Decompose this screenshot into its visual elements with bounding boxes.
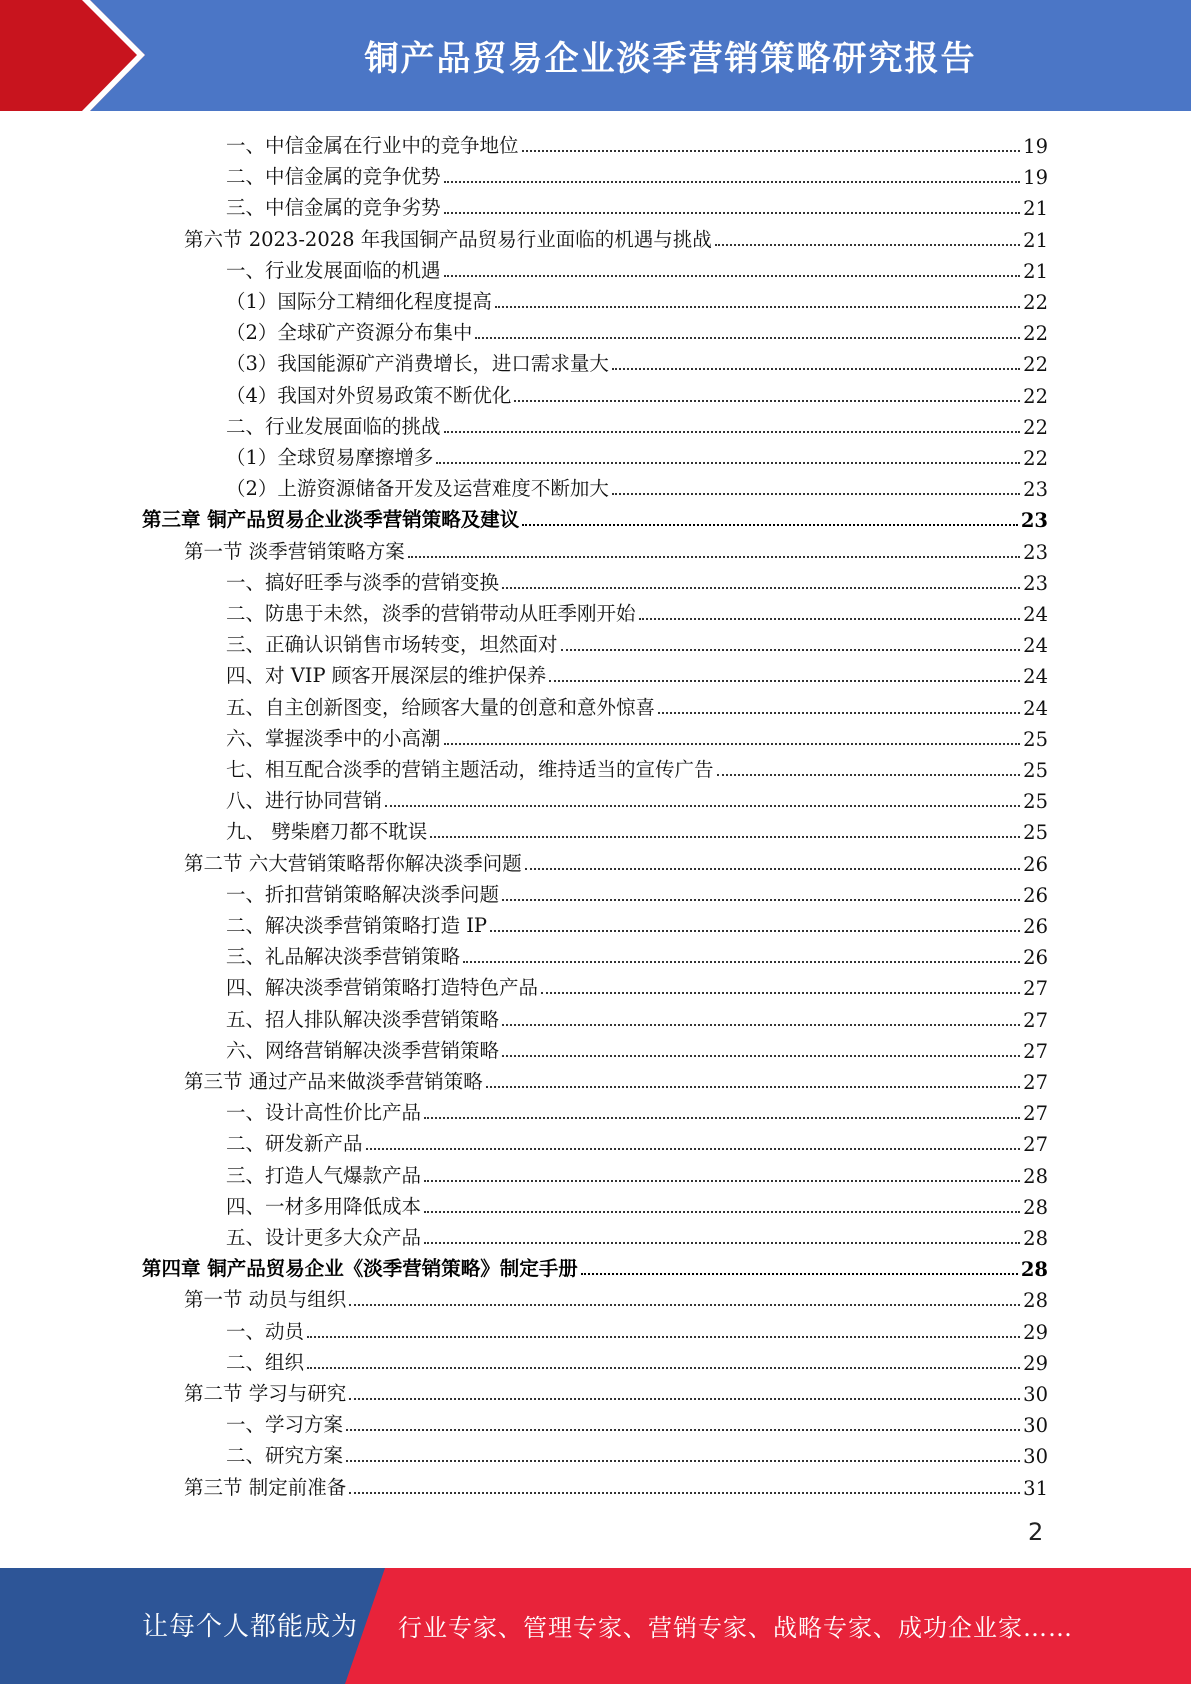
toc-page-number: 28 bbox=[1023, 1289, 1048, 1313]
toc-entry-title: 三、礼品解决淡季营销策略 bbox=[226, 945, 461, 969]
toc-entry-title: 第二节 六大营销策略帮你解决淡季问题 bbox=[184, 851, 522, 875]
toc-subsection-entry[interactable] bbox=[226, 314, 1048, 345]
header-arrow-decoration bbox=[0, 0, 160, 111]
toc-section-entry[interactable] bbox=[184, 1063, 1048, 1094]
toc-entry-title: 一、动员 bbox=[226, 1319, 305, 1343]
toc-subsection-entry[interactable] bbox=[226, 564, 1048, 595]
toc-entry-title: （3）我国能源矿产消费增长，进口需求量大 bbox=[226, 352, 609, 376]
toc-page-number: 22 bbox=[1023, 322, 1048, 346]
toc-entry-title: 第六节 2023-2028 年我国铜产品贸易行业面临的机遇与挑战 bbox=[184, 227, 712, 251]
toc-dot-leader bbox=[514, 400, 1020, 402]
toc-entry-title: 三、正确认识销售市场转变，坦然面对 bbox=[226, 633, 558, 657]
toc-subsection-entry[interactable] bbox=[226, 1406, 1048, 1437]
toc-dot-leader bbox=[430, 836, 1020, 838]
toc-dot-leader bbox=[502, 1055, 1020, 1057]
footer-slogan-right: 行业专家、管理专家、营销专家、战略专家、成功企业家…… bbox=[398, 1614, 1073, 1642]
toc-page-number: 23 bbox=[1023, 478, 1048, 502]
toc-subsection-entry[interactable] bbox=[226, 189, 1048, 220]
toc-entry-title: 三、打造人气爆款产品 bbox=[226, 1163, 422, 1187]
toc-page-number: 25 bbox=[1023, 821, 1048, 845]
toc-dot-leader bbox=[424, 1211, 1020, 1213]
toc-dot-leader bbox=[717, 774, 1021, 776]
toc-dot-leader bbox=[346, 1460, 1020, 1462]
toc-subsection-entry[interactable] bbox=[226, 1157, 1048, 1188]
toc-dot-leader bbox=[346, 1429, 1020, 1431]
toc-page-number: 29 bbox=[1023, 1351, 1048, 1375]
toc-page-number: 21 bbox=[1023, 197, 1048, 221]
toc-entry-title: 二、研究方案 bbox=[226, 1444, 344, 1468]
toc-page-number: 28 bbox=[1023, 1164, 1048, 1188]
toc-section-entry[interactable] bbox=[184, 845, 1048, 876]
toc-entry-title: 七、相互配合淡季的营销主题活动，维持适当的宣传广告 bbox=[226, 758, 714, 781]
toc-page-number: 28 bbox=[1020, 1258, 1048, 1282]
toc-dot-leader bbox=[715, 244, 1020, 246]
toc-entry-title: 五、自主创新图变，给顾客大量的创意和意外惊喜 bbox=[226, 695, 656, 719]
toc-page-number: 29 bbox=[1023, 1320, 1048, 1344]
toc-subsection-entry[interactable] bbox=[226, 1001, 1048, 1032]
toc-dot-leader bbox=[541, 992, 1020, 994]
toc-entry-title: （4）我国对外贸易政策不断优化 bbox=[226, 383, 512, 407]
toc-page-number: 31 bbox=[1023, 1476, 1048, 1500]
toc-subsection-entry[interactable] bbox=[226, 626, 1048, 657]
toc-entry-title: 二、行业发展面临的挑战 bbox=[226, 414, 441, 438]
toc-dot-leader bbox=[307, 1336, 1020, 1338]
toc-page-number: 30 bbox=[1023, 1445, 1048, 1469]
toc-subsection-entry[interactable] bbox=[226, 127, 1048, 158]
toc-dot-leader bbox=[490, 930, 1020, 932]
toc-section-entry[interactable] bbox=[184, 1469, 1048, 1500]
toc-dot-leader bbox=[444, 212, 1021, 214]
toc-page-number: 23 bbox=[1023, 540, 1048, 564]
toc-dot-leader bbox=[385, 805, 1020, 807]
toc-entry-title: 八、进行协同营销 bbox=[226, 789, 383, 813]
toc-dot-leader bbox=[658, 712, 1020, 714]
toc-dot-leader bbox=[486, 1086, 1020, 1088]
toc-entry-title: 四、对 VIP 顾客开展深层的维护保养 bbox=[226, 664, 547, 688]
page-title: 铜产品贸易企业淡季营销策略研究报告 bbox=[364, 39, 977, 79]
toc-subsection-entry[interactable] bbox=[226, 595, 1048, 626]
footer-banner bbox=[0, 1568, 1191, 1684]
toc-dot-leader bbox=[424, 1117, 1020, 1119]
toc-subsection-entry[interactable] bbox=[226, 345, 1048, 376]
toc-dot-leader bbox=[444, 743, 1021, 745]
toc-dot-leader bbox=[366, 1148, 1021, 1150]
toc-dot-leader bbox=[424, 1180, 1020, 1182]
toc-section-entry[interactable] bbox=[184, 533, 1048, 564]
toc-entry-title: 九、 劈柴磨刀都不耽误 bbox=[226, 820, 428, 844]
toc-entry-title: 一、折扣营销策略解决淡季问题 bbox=[226, 882, 500, 906]
toc-entry-title: （1）全球贸易摩擦增多 bbox=[226, 446, 434, 469]
toc-page-number: 25 bbox=[1023, 759, 1048, 782]
toc-dot-leader bbox=[639, 618, 1021, 620]
toc-entry-title: 二、组织 bbox=[226, 1350, 305, 1374]
toc-dot-leader bbox=[522, 150, 1021, 152]
toc-subsection-entry[interactable] bbox=[226, 1313, 1048, 1344]
toc-subsection-entry[interactable] bbox=[226, 782, 1048, 813]
toc-subsection-entry[interactable] bbox=[226, 969, 1048, 1000]
toc-page-number: 27 bbox=[1023, 1102, 1048, 1126]
toc-subsection-entry[interactable] bbox=[226, 408, 1048, 439]
toc-page-number: 26 bbox=[1023, 946, 1048, 970]
toc-dot-leader bbox=[424, 1242, 1020, 1244]
toc-subsection-entry[interactable] bbox=[226, 1437, 1048, 1468]
toc-entry-title: 一、搞好旺季与淡季的营销变换 bbox=[226, 570, 500, 594]
toc-subsection-entry[interactable] bbox=[226, 1344, 1048, 1375]
toc-entry-title: 五、招人排队解决淡季营销策略 bbox=[226, 1007, 500, 1031]
toc-subsection-entry[interactable] bbox=[226, 252, 1048, 283]
toc-entry-title: 一、设计高性价比产品 bbox=[226, 1101, 422, 1125]
toc-entry-title: 一、中信金属在行业中的竞争地位 bbox=[226, 134, 519, 157]
toc-entry-title: 五、设计更多大众产品 bbox=[226, 1226, 422, 1249]
toc-dot-leader bbox=[549, 680, 1020, 682]
toc-entry-title: （2）全球矿产资源分布集中 bbox=[226, 321, 473, 345]
toc-dot-leader bbox=[463, 961, 1020, 963]
toc-page-number: 21 bbox=[1023, 228, 1048, 252]
toc-page-number: 26 bbox=[1023, 852, 1048, 876]
toc-entry-title: 第三章 铜产品贸易企业淡季营销策略及建议 bbox=[142, 508, 520, 532]
toc-page-number: 30 bbox=[1023, 1414, 1048, 1438]
toc-subsection-entry[interactable] bbox=[226, 751, 1048, 782]
toc-chapter-entry[interactable] bbox=[142, 501, 1048, 532]
toc-page-number: 19 bbox=[1023, 166, 1048, 190]
toc-entry-title: 第一节 淡季营销策略方案 bbox=[184, 539, 405, 563]
toc-dot-leader bbox=[444, 275, 1021, 277]
toc-page-number: 27 bbox=[1023, 1039, 1048, 1063]
toc-dot-leader bbox=[307, 1367, 1020, 1369]
toc-page-number: 27 bbox=[1023, 977, 1048, 1001]
toc-dot-leader bbox=[502, 899, 1020, 901]
header-banner bbox=[0, 0, 1191, 111]
toc-dot-leader bbox=[561, 649, 1021, 651]
toc-page-number: 24 bbox=[1023, 696, 1048, 720]
footer-slogan-left: 让每个人都能成为 bbox=[142, 1612, 359, 1642]
toc-page-number: 24 bbox=[1023, 634, 1048, 658]
toc-subsection-entry[interactable] bbox=[226, 283, 1048, 314]
toc-subsection-entry[interactable] bbox=[226, 907, 1048, 938]
toc-page-number: 27 bbox=[1023, 1008, 1048, 1032]
toc-entry-title: 二、解决淡季营销策略打造 IP bbox=[226, 914, 488, 937]
toc-page-number: 22 bbox=[1023, 384, 1048, 408]
toc-entry-title: 四、一材多用降低成本 bbox=[226, 1194, 422, 1218]
toc-entry-title: （2）上游资源储备开发及运营难度不断加大 bbox=[226, 477, 609, 501]
toc-subsection-entry[interactable] bbox=[226, 470, 1048, 501]
toc-entry-title: 第三节 制定前准备 bbox=[184, 1475, 347, 1499]
toc-page-number: 30 bbox=[1023, 1383, 1048, 1406]
toc-entry-title: 二、中信金属的竞争优势 bbox=[226, 165, 441, 189]
toc-section-entry[interactable] bbox=[184, 221, 1048, 252]
toc-page-number: 27 bbox=[1023, 1133, 1048, 1157]
toc-dot-leader bbox=[349, 1304, 1020, 1306]
toc-subsection-entry[interactable] bbox=[226, 1219, 1048, 1250]
toc-entry-title: 第二节 学习与研究 bbox=[184, 1382, 347, 1405]
toc-subsection-entry[interactable] bbox=[226, 1125, 1048, 1156]
toc-page-number: 26 bbox=[1023, 915, 1048, 938]
page-number: 2 bbox=[1028, 1518, 1044, 1546]
toc-dot-leader bbox=[349, 1492, 1020, 1494]
toc-page-number: 19 bbox=[1023, 135, 1048, 158]
toc-dot-leader bbox=[444, 181, 1021, 183]
toc-subsection-entry[interactable] bbox=[226, 1188, 1048, 1219]
toc-page-number: 22 bbox=[1023, 447, 1048, 470]
toc-page-number: 22 bbox=[1023, 291, 1048, 314]
toc-page-number: 25 bbox=[1023, 790, 1048, 814]
toc-dot-leader bbox=[349, 1398, 1020, 1400]
toc-subsection-entry[interactable] bbox=[226, 1094, 1048, 1125]
toc-page-number: 22 bbox=[1023, 415, 1048, 439]
toc-entry-title: 第一节 动员与组织 bbox=[184, 1288, 347, 1312]
toc-dot-leader bbox=[444, 431, 1021, 433]
toc-subsection-entry[interactable] bbox=[226, 158, 1048, 189]
toc-page-number: 23 bbox=[1020, 509, 1048, 533]
toc-entry-title: 二、研发新产品 bbox=[226, 1132, 363, 1156]
toc-page-number: 28 bbox=[1023, 1227, 1048, 1250]
toc-page-number: 27 bbox=[1023, 1071, 1048, 1094]
toc-subsection-entry[interactable] bbox=[226, 938, 1048, 969]
toc-dot-leader bbox=[581, 1273, 1018, 1275]
toc-entry-title: 六、掌握淡季中的小高潮 bbox=[226, 726, 441, 750]
toc-page-number: 26 bbox=[1023, 883, 1048, 907]
toc-page-number: 24 bbox=[1023, 665, 1048, 689]
toc-dot-leader bbox=[502, 587, 1020, 589]
toc-dot-leader bbox=[495, 306, 1020, 308]
toc-entry-title: 四、解决淡季营销策略打造特色产品 bbox=[226, 976, 539, 1000]
toc-section-entry[interactable] bbox=[184, 1375, 1048, 1406]
toc-subsection-entry[interactable] bbox=[226, 813, 1048, 844]
toc-dot-leader bbox=[612, 493, 1020, 495]
toc-subsection-entry[interactable] bbox=[226, 1032, 1048, 1063]
toc-subsection-entry[interactable] bbox=[226, 689, 1048, 720]
toc-page-number: 23 bbox=[1023, 571, 1048, 595]
toc-entry-title: 三、中信金属的竞争劣势 bbox=[226, 196, 441, 220]
toc-dot-leader bbox=[408, 556, 1020, 558]
toc-chapter-entry[interactable] bbox=[142, 1250, 1048, 1281]
toc-dot-leader bbox=[436, 462, 1020, 464]
toc-section-entry[interactable] bbox=[184, 1281, 1048, 1312]
toc-dot-leader bbox=[522, 524, 1018, 526]
toc-entry-title: 一、学习方案 bbox=[226, 1413, 344, 1437]
toc-dot-leader bbox=[475, 337, 1020, 339]
toc-entry-title: 六、网络营销解决淡季营销策略 bbox=[226, 1038, 500, 1062]
toc-subsection-entry[interactable] bbox=[226, 876, 1048, 907]
toc-subsection-entry[interactable] bbox=[226, 377, 1048, 408]
toc-dot-leader bbox=[525, 868, 1020, 870]
toc-page-number: 24 bbox=[1023, 603, 1048, 626]
toc-entry-title: （1）国际分工精细化程度提高 bbox=[226, 290, 492, 313]
toc-subsection-entry[interactable] bbox=[226, 657, 1048, 688]
toc-entry-title: 二、防患于未然，淡季的营销带动从旺季刚开始 bbox=[226, 602, 636, 625]
toc-entry-title: 第四章 铜产品贸易企业《淡季营销策略》制定手册 bbox=[142, 1257, 578, 1281]
toc-page-number: 21 bbox=[1023, 259, 1048, 283]
toc-dot-leader bbox=[502, 1024, 1020, 1026]
toc-entry-title: 一、行业发展面临的机遇 bbox=[226, 258, 441, 282]
toc-page-number: 22 bbox=[1023, 353, 1048, 377]
toc-page-number: 28 bbox=[1023, 1195, 1048, 1219]
toc-subsection-entry[interactable] bbox=[226, 720, 1048, 751]
toc-dot-leader bbox=[612, 368, 1020, 370]
toc-entry-title: 第三节 通过产品来做淡季营销策略 bbox=[184, 1070, 483, 1093]
toc-subsection-entry[interactable] bbox=[226, 439, 1048, 470]
toc-page-number: 25 bbox=[1023, 727, 1048, 751]
